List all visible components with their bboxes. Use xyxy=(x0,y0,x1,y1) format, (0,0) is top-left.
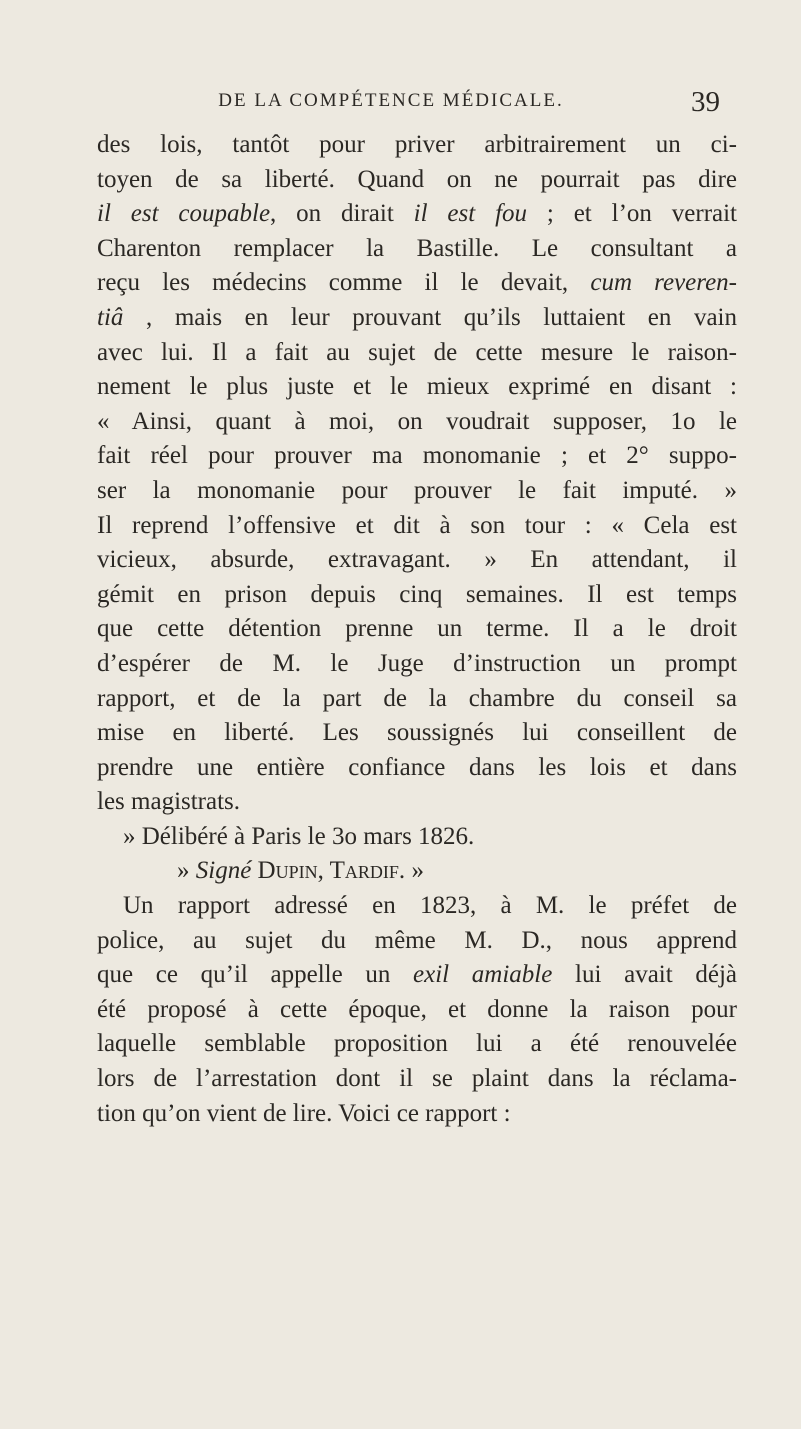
italic-phrase: Signé xyxy=(195,857,252,885)
text-line: vicieux, absurde, extravagant. » En attendant, il xyxy=(97,546,737,574)
text-span: lui avait déjà xyxy=(552,961,737,989)
italic-phrase: tiâ xyxy=(97,303,124,331)
italic-phrase: exil amiable xyxy=(413,961,553,989)
text-line: laquelle semblable proposition lui a été renouvelée xyxy=(97,1030,737,1058)
italic-phrase: il est fou xyxy=(413,200,528,228)
text-line: Un rapport adressé en 1823, à M. le préfet de xyxy=(123,892,737,920)
text-line: été proposé à cette époque, et donne la raison pour xyxy=(97,995,737,1023)
text-span: , mais en leur prouvant qu’ils luttaient en vain xyxy=(123,303,737,331)
text-line: police, au sujet du même M. D., nous apprend xyxy=(97,926,737,954)
text-line: prendre une entière confiance dans les lois et dans xyxy=(97,753,737,781)
body-text xyxy=(97,128,737,1131)
text-line: Il reprend l’offensive et dit à son tour : « Cela est xyxy=(97,511,737,539)
text-line: nement le plus juste et le mieux exprimé en disant : xyxy=(97,373,737,401)
text-line xyxy=(97,301,737,336)
italic-phrase: cum reveren- xyxy=(590,269,737,297)
text-line xyxy=(97,958,737,993)
text-line: tion qu’on vient de lire. Voici ce rapport : xyxy=(97,1099,511,1127)
text-line: Charenton remplacer la Bastille. Le consultant a xyxy=(97,234,737,262)
signature-line xyxy=(97,854,737,889)
text-line: toyen de sa liberté. Quand on ne pourrait pas dire xyxy=(97,165,737,193)
text-line: mise en liberté. Les soussignés lui conseillent de xyxy=(97,719,737,747)
text-line: lors de l’arrestation dont il se plaint dans la réclama- xyxy=(97,1065,737,1093)
text-span: ; et l’on verrait xyxy=(527,200,738,228)
text-span: » xyxy=(405,857,424,885)
text-line xyxy=(97,197,737,232)
text-line: d’espérer de M. le Juge d’instruction un prompt xyxy=(97,649,737,677)
text-line: rapport, et de la part de la chambre du conseil sa xyxy=(97,684,737,712)
text-span: , on dirait xyxy=(270,200,414,228)
signatories: Dupin, Tardif. xyxy=(251,857,406,885)
text-span: reçu les médecins comme il le devait, xyxy=(97,269,591,297)
page-number: 39 xyxy=(691,86,720,118)
running-title: DE LA COMPÉTENCE MÉDICALE. xyxy=(218,90,564,111)
text-line: gémit en prison depuis cinq semaines. Il est temps xyxy=(97,580,737,608)
text-line: avec lui. Il a fait au sujet de cette mesure le raison- xyxy=(97,338,737,366)
text-line: ser la monomanie pour prouver le fait imputé. » xyxy=(97,476,737,504)
text-line: des lois, tantôt pour priver arbitrairement un ci- xyxy=(97,131,737,158)
text-line: « Ainsi, quant à moi, on voudrait supposer, 1o le xyxy=(97,407,737,435)
text-line xyxy=(97,266,737,301)
text-span: » xyxy=(177,857,196,885)
italic-phrase: il est coupable xyxy=(97,200,271,228)
signature-date-line: » Délibéré à Paris le 3o mars 1826. xyxy=(123,822,475,850)
text-line: les magistrats. xyxy=(97,788,241,816)
text-line: que cette détention prenne un terme. Il a le droit xyxy=(97,615,737,643)
page-header xyxy=(96,86,720,122)
text-line: fait réel pour prouver ma monomanie ; et 2° suppo- xyxy=(97,442,737,470)
text-span: que ce qu’il appelle un xyxy=(97,961,414,989)
